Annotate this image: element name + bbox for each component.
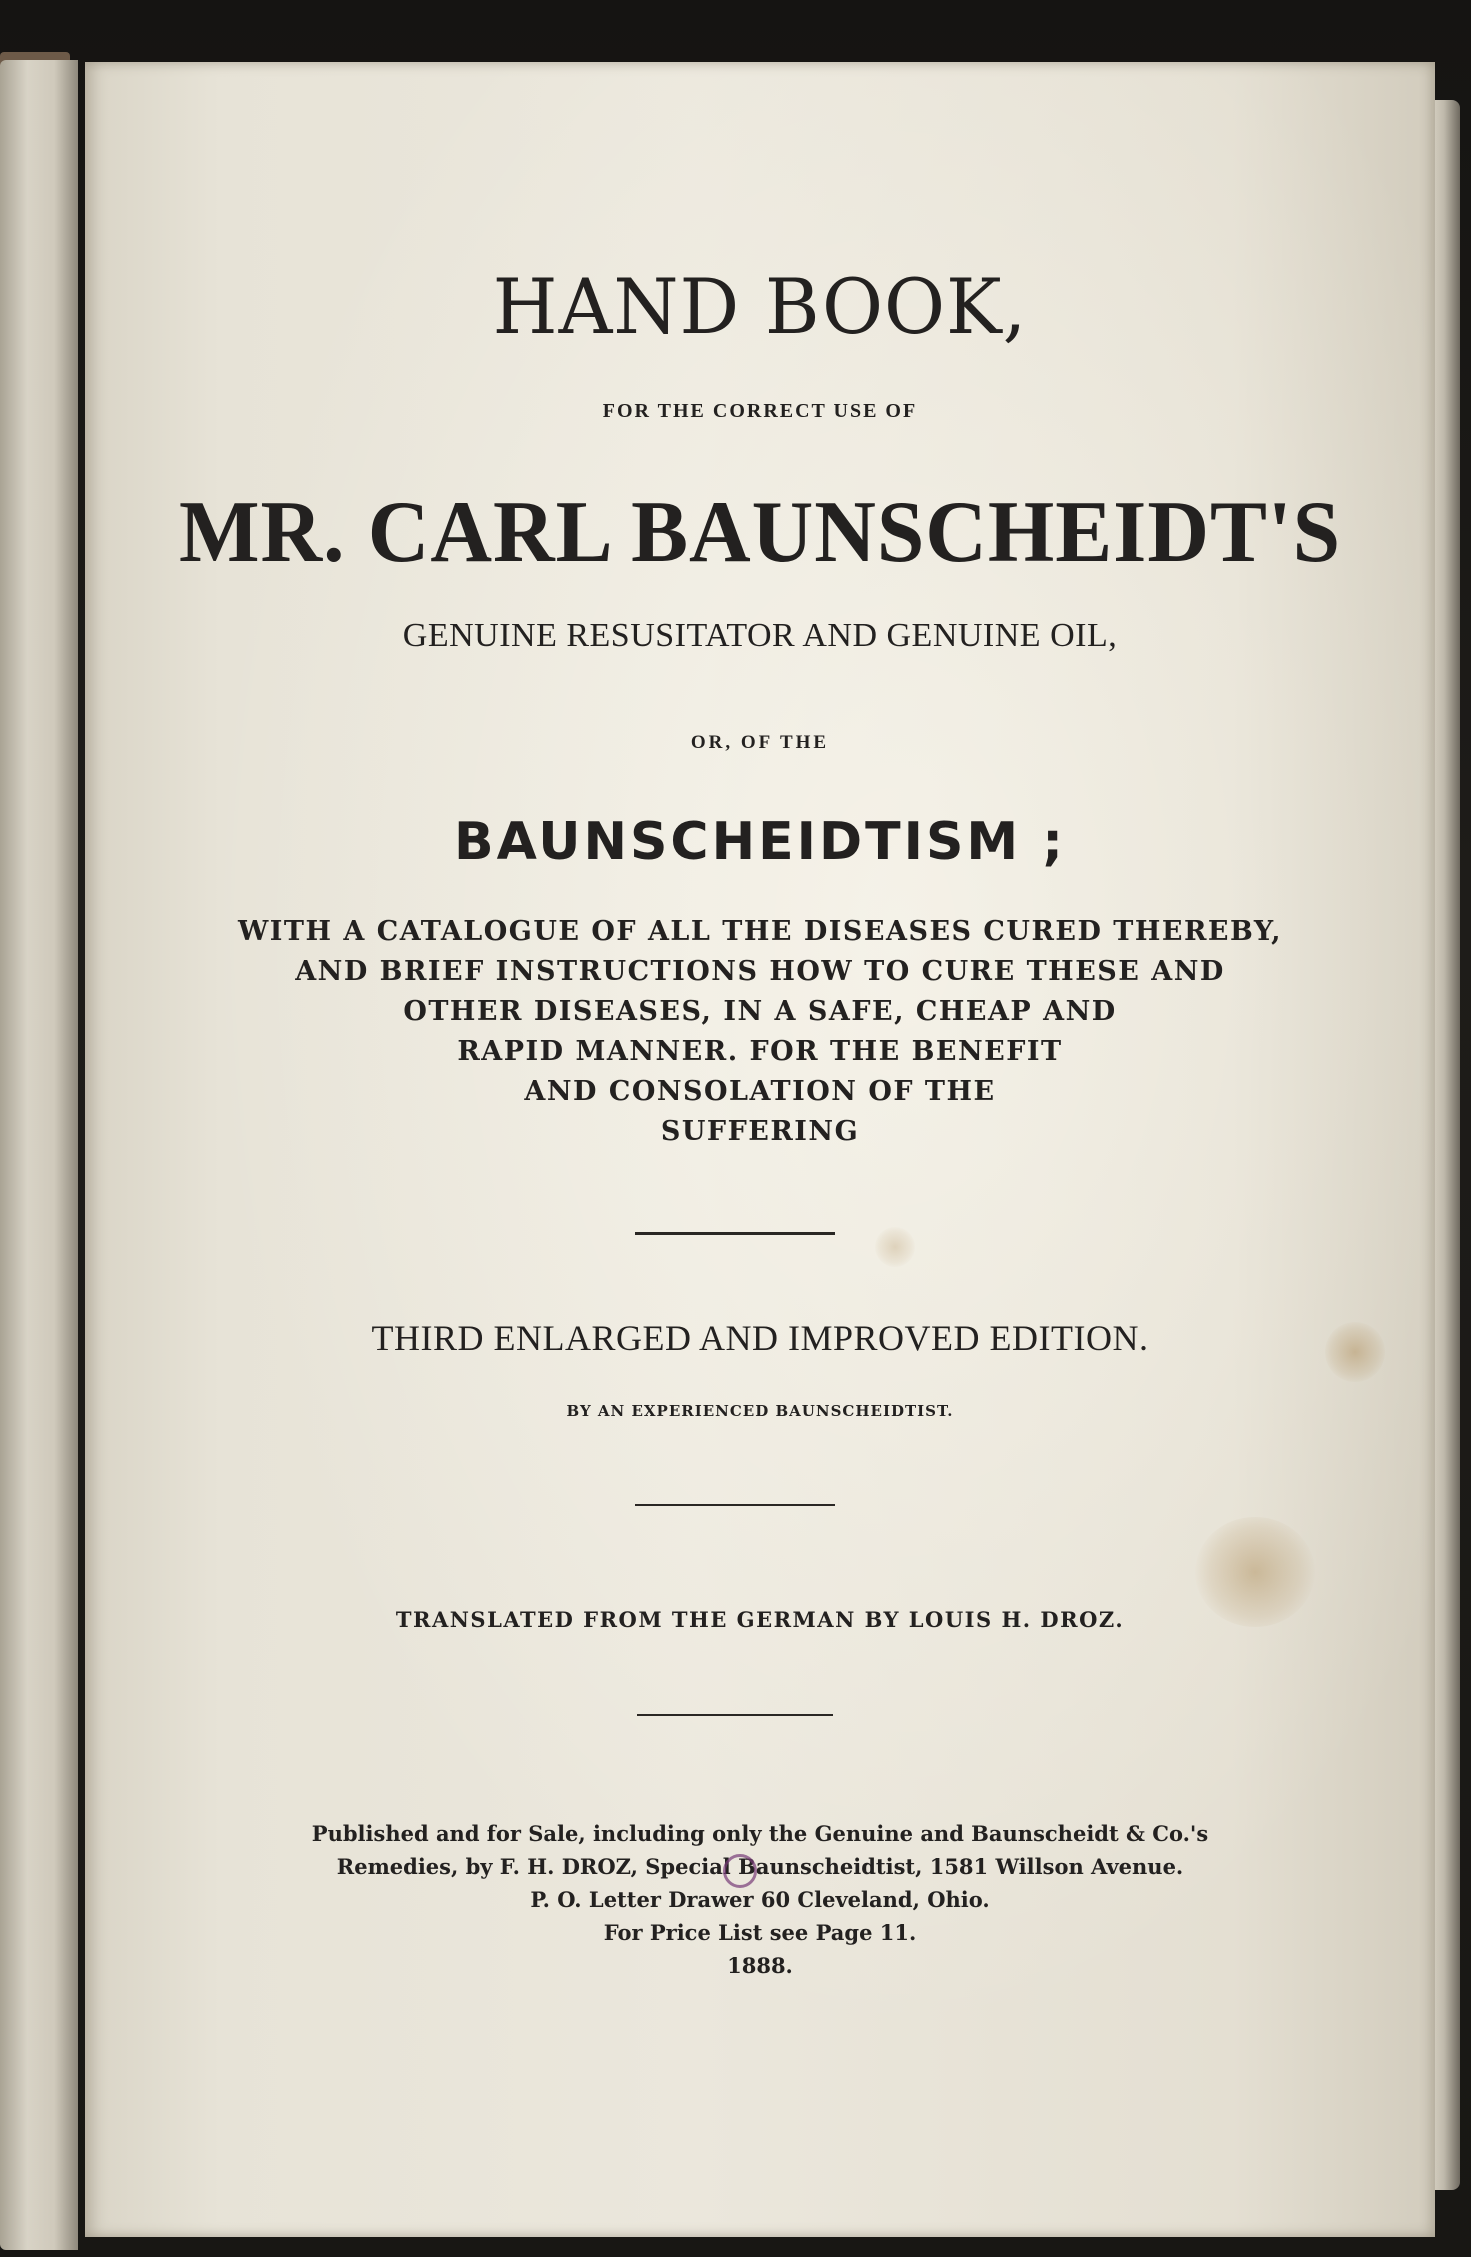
movement-heading: BAUNSCHEIDTISM ; bbox=[453, 812, 1067, 872]
description-line: RAPID MANNER. FOR THE BENEFIT bbox=[457, 1036, 1063, 1067]
divider-rule bbox=[635, 1504, 835, 1506]
edition-line: THIRD ENLARGED AND IMPROVED EDITION. bbox=[371, 1318, 1149, 1358]
translator-line: TRANSLATED FROM THE GERMAN BY LOUIS H. DROZ. bbox=[395, 1607, 1125, 1632]
publisher-line: P. O. Letter Drawer 60 Cleveland, Ohio. bbox=[530, 1887, 990, 1912]
description-line: AND BRIEF INSTRUCTIONS HOW TO CURE THESE AND bbox=[295, 956, 1225, 987]
publisher-line: Published and for Sale, including only the Genuine and Baunscheidt & Co.'s bbox=[311, 1821, 1209, 1846]
publisher-line: Remedies, by F. H. DROZ, Special Baunscheidtist, 1581 Willson Avenue. bbox=[336, 1854, 1184, 1879]
description-line: OTHER DISEASES, IN A SAFE, CHEAP AND bbox=[403, 996, 1117, 1027]
title-page-content bbox=[85, 62, 1435, 2237]
author-name-heading: MR. CARL BAUNSCHEIDT'S bbox=[178, 484, 1342, 581]
by-line: BY AN EXPERIENCED BAUNSCHEIDTIST. bbox=[566, 1402, 954, 1420]
publisher-line: 1888. bbox=[727, 1953, 793, 1978]
title-page bbox=[85, 62, 1435, 2237]
description-line: SUFFERING bbox=[660, 1116, 860, 1147]
publisher-block bbox=[85, 1817, 1435, 1982]
publisher-line: For Price List see Page 11. bbox=[603, 1920, 917, 1945]
divider-rule bbox=[637, 1714, 833, 1716]
or-line: OR, OF THE bbox=[690, 732, 830, 753]
for-line: FOR THE CORRECT USE OF bbox=[602, 400, 918, 422]
ink-stamp-mark bbox=[723, 1854, 757, 1888]
book-title: HAND BOOK, bbox=[492, 262, 1028, 351]
description-paragraph bbox=[85, 912, 1435, 1152]
left-page-edge bbox=[0, 60, 78, 2250]
divider-rule bbox=[635, 1232, 835, 1235]
description-line: WITH A CATALOGUE OF ALL THE DISEASES CURED THEREBY, bbox=[237, 916, 1283, 947]
description-line: AND CONSOLATION OF THE bbox=[524, 1076, 996, 1107]
subtitle-line: GENUINE RESUSITATOR AND GENUINE OIL, bbox=[402, 617, 1118, 654]
